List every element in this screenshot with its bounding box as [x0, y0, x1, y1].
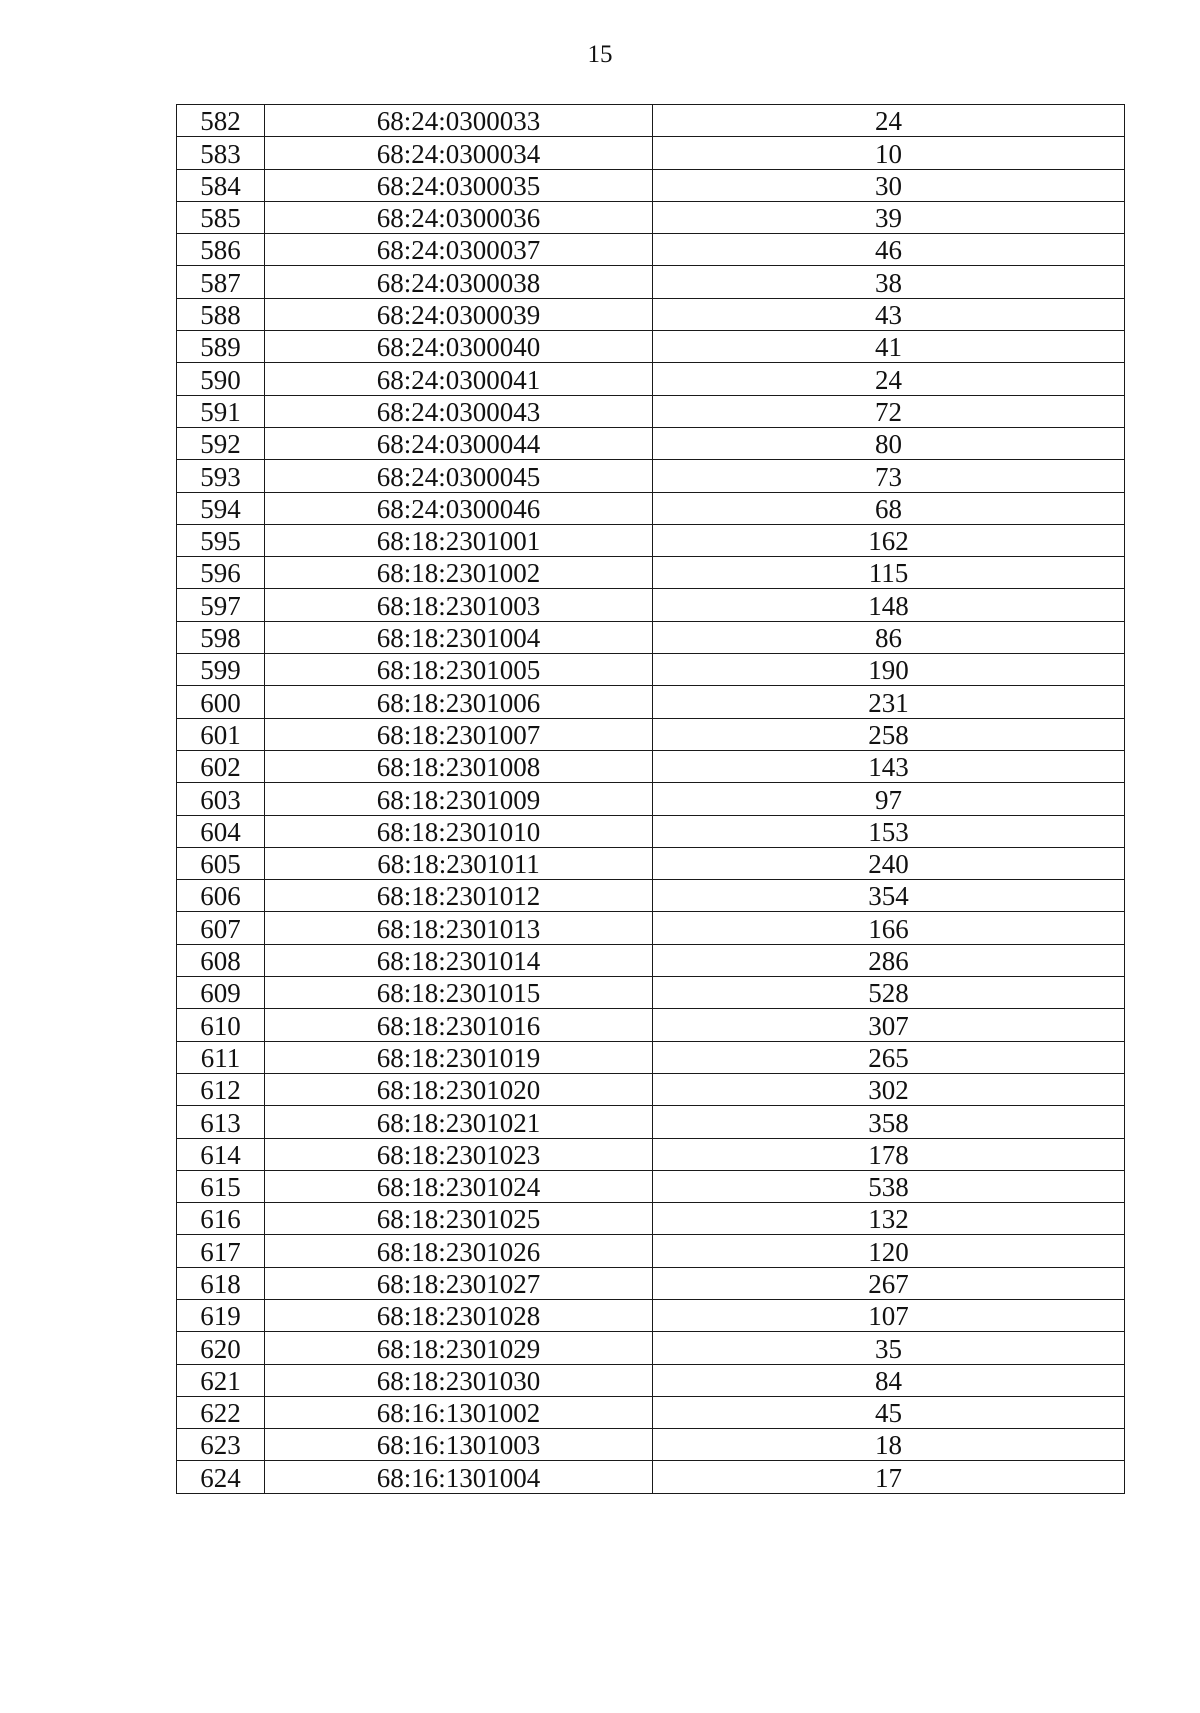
- cell-cadastral-number: 68:18:2301025: [265, 1203, 653, 1235]
- table-row: [177, 298, 1125, 330]
- table-row: [177, 363, 1125, 395]
- cell-cadastral-number: 68:24:0300046: [265, 492, 653, 524]
- table-row: [177, 718, 1125, 750]
- cell-area: 240: [653, 847, 1125, 879]
- cell-cadastral-number: 68:18:2301007: [265, 718, 653, 750]
- cell-row-number: 611: [177, 1041, 265, 1073]
- cell-area: 354: [653, 880, 1125, 912]
- table-row: [177, 815, 1125, 847]
- table-row: [177, 201, 1125, 233]
- table-row: [177, 1429, 1125, 1461]
- table-row: [177, 944, 1125, 976]
- table-row: [177, 750, 1125, 782]
- table-row: [177, 1299, 1125, 1331]
- table-row: [177, 880, 1125, 912]
- table-row: [177, 1106, 1125, 1138]
- cell-cadastral-number: 68:24:0300041: [265, 363, 653, 395]
- cell-area: 528: [653, 977, 1125, 1009]
- table-row: [177, 105, 1125, 137]
- cell-cadastral-number: 68:18:2301027: [265, 1267, 653, 1299]
- table-row: [177, 1073, 1125, 1105]
- cell-row-number: 607: [177, 912, 265, 944]
- table-row: [177, 427, 1125, 459]
- cell-area: 286: [653, 944, 1125, 976]
- cell-cadastral-number: 68:16:1301002: [265, 1396, 653, 1428]
- cell-area: 190: [653, 654, 1125, 686]
- cell-cadastral-number: 68:18:2301020: [265, 1073, 653, 1105]
- cell-area: 132: [653, 1203, 1125, 1235]
- table-row: [177, 621, 1125, 653]
- cell-row-number: 589: [177, 331, 265, 363]
- cell-row-number: 582: [177, 105, 265, 137]
- cell-cadastral-number: 68:24:0300036: [265, 201, 653, 233]
- cell-area: 10: [653, 137, 1125, 169]
- cell-row-number: 600: [177, 686, 265, 718]
- cell-area: 231: [653, 686, 1125, 718]
- cell-area: 97: [653, 783, 1125, 815]
- table-row: [177, 1203, 1125, 1235]
- cell-cadastral-number: 68:16:1301004: [265, 1461, 653, 1493]
- table-body: [177, 105, 1125, 1494]
- cell-area: 24: [653, 105, 1125, 137]
- cell-cadastral-number: 68:18:2301003: [265, 589, 653, 621]
- cell-cadastral-number: 68:18:2301016: [265, 1009, 653, 1041]
- cell-row-number: 620: [177, 1332, 265, 1364]
- cell-cadastral-number: 68:18:2301012: [265, 880, 653, 912]
- cell-row-number: 590: [177, 363, 265, 395]
- cell-area: 358: [653, 1106, 1125, 1138]
- cell-row-number: 613: [177, 1106, 265, 1138]
- cell-cadastral-number: 68:18:2301023: [265, 1138, 653, 1170]
- cell-row-number: 623: [177, 1429, 265, 1461]
- cell-row-number: 592: [177, 427, 265, 459]
- cell-row-number: 594: [177, 492, 265, 524]
- cell-row-number: 618: [177, 1267, 265, 1299]
- table-row: [177, 460, 1125, 492]
- cell-area: 24: [653, 363, 1125, 395]
- table-row: [177, 1041, 1125, 1073]
- cell-row-number: 616: [177, 1203, 265, 1235]
- cell-row-number: 604: [177, 815, 265, 847]
- cell-area: 46: [653, 234, 1125, 266]
- cell-row-number: 608: [177, 944, 265, 976]
- cell-cadastral-number: 68:18:2301021: [265, 1106, 653, 1138]
- cell-cadastral-number: 68:18:2301014: [265, 944, 653, 976]
- cell-area: 166: [653, 912, 1125, 944]
- table-row: [177, 492, 1125, 524]
- cell-area: 72: [653, 395, 1125, 427]
- cell-row-number: 609: [177, 977, 265, 1009]
- cell-area: 73: [653, 460, 1125, 492]
- table-row: [177, 1009, 1125, 1041]
- cell-cadastral-number: 68:18:2301019: [265, 1041, 653, 1073]
- table-row: [177, 1332, 1125, 1364]
- table-row: [177, 1267, 1125, 1299]
- cell-cadastral-number: 68:24:0300045: [265, 460, 653, 492]
- cell-row-number: 617: [177, 1235, 265, 1267]
- cell-area: 39: [653, 201, 1125, 233]
- cell-cadastral-number: 68:18:2301001: [265, 524, 653, 556]
- cell-row-number: 622: [177, 1396, 265, 1428]
- table-row: [177, 524, 1125, 556]
- cell-cadastral-number: 68:24:0300034: [265, 137, 653, 169]
- cell-cadastral-number: 68:24:0300038: [265, 266, 653, 298]
- cell-row-number: 597: [177, 589, 265, 621]
- cell-row-number: 612: [177, 1073, 265, 1105]
- table-row: [177, 1170, 1125, 1202]
- cell-cadastral-number: 68:18:2301005: [265, 654, 653, 686]
- cell-area: 162: [653, 524, 1125, 556]
- cell-area: 538: [653, 1170, 1125, 1202]
- table-row: [177, 395, 1125, 427]
- cell-area: 86: [653, 621, 1125, 653]
- cell-cadastral-number: 68:18:2301009: [265, 783, 653, 815]
- cell-area: 267: [653, 1267, 1125, 1299]
- table-row: [177, 1235, 1125, 1267]
- cell-row-number: 624: [177, 1461, 265, 1493]
- cell-area: 153: [653, 815, 1125, 847]
- cell-area: 107: [653, 1299, 1125, 1331]
- cell-area: 45: [653, 1396, 1125, 1428]
- table-row: [177, 557, 1125, 589]
- table-row: [177, 847, 1125, 879]
- cell-cadastral-number: 68:18:2301006: [265, 686, 653, 718]
- cell-row-number: 584: [177, 169, 265, 201]
- cell-cadastral-number: 68:18:2301010: [265, 815, 653, 847]
- table-row: [177, 1461, 1125, 1493]
- cell-row-number: 585: [177, 201, 265, 233]
- cell-area: 143: [653, 750, 1125, 782]
- cell-row-number: 588: [177, 298, 265, 330]
- cell-cadastral-number: 68:18:2301030: [265, 1364, 653, 1396]
- table-row: [177, 589, 1125, 621]
- cell-row-number: 602: [177, 750, 265, 782]
- cell-row-number: 601: [177, 718, 265, 750]
- cell-cadastral-number: 68:18:2301008: [265, 750, 653, 782]
- table-row: [177, 912, 1125, 944]
- cell-row-number: 603: [177, 783, 265, 815]
- cell-cadastral-number: 68:18:2301011: [265, 847, 653, 879]
- cell-row-number: 596: [177, 557, 265, 589]
- cell-cadastral-number: 68:24:0300039: [265, 298, 653, 330]
- table-row: [177, 686, 1125, 718]
- cell-row-number: 587: [177, 266, 265, 298]
- cell-area: 120: [653, 1235, 1125, 1267]
- cell-area: 148: [653, 589, 1125, 621]
- cell-cadastral-number: 68:24:0300044: [265, 427, 653, 459]
- cell-row-number: 598: [177, 621, 265, 653]
- cell-row-number: 595: [177, 524, 265, 556]
- table-row: [177, 783, 1125, 815]
- cell-area: 178: [653, 1138, 1125, 1170]
- cell-cadastral-number: 68:18:2301015: [265, 977, 653, 1009]
- table-row: [177, 1396, 1125, 1428]
- cell-area: 38: [653, 266, 1125, 298]
- cell-row-number: 586: [177, 234, 265, 266]
- cell-cadastral-number: 68:18:2301013: [265, 912, 653, 944]
- cell-row-number: 614: [177, 1138, 265, 1170]
- cell-row-number: 583: [177, 137, 265, 169]
- cell-area: 17: [653, 1461, 1125, 1493]
- cell-cadastral-number: 68:18:2301004: [265, 621, 653, 653]
- cell-cadastral-number: 68:18:2301026: [265, 1235, 653, 1267]
- cell-cadastral-number: 68:24:0300040: [265, 331, 653, 363]
- cell-cadastral-number: 68:18:2301028: [265, 1299, 653, 1331]
- cell-row-number: 593: [177, 460, 265, 492]
- cell-area: 30: [653, 169, 1125, 201]
- page-number: 15: [587, 41, 613, 68]
- cell-row-number: 606: [177, 880, 265, 912]
- table-row: [177, 331, 1125, 363]
- cadastral-table: [176, 104, 1125, 1494]
- cell-cadastral-number: 68:24:0300043: [265, 395, 653, 427]
- table-row: [177, 234, 1125, 266]
- table-row: [177, 654, 1125, 686]
- cell-row-number: 610: [177, 1009, 265, 1041]
- cell-row-number: 599: [177, 654, 265, 686]
- cell-cadastral-number: 68:16:1301003: [265, 1429, 653, 1461]
- cell-area: 265: [653, 1041, 1125, 1073]
- table-row: [177, 169, 1125, 201]
- cell-area: 307: [653, 1009, 1125, 1041]
- cell-row-number: 621: [177, 1364, 265, 1396]
- cell-area: 68: [653, 492, 1125, 524]
- cell-row-number: 619: [177, 1299, 265, 1331]
- cell-area: 84: [653, 1364, 1125, 1396]
- cell-cadastral-number: 68:18:2301024: [265, 1170, 653, 1202]
- cell-area: 258: [653, 718, 1125, 750]
- cell-cadastral-number: 68:18:2301002: [265, 557, 653, 589]
- cell-row-number: 605: [177, 847, 265, 879]
- table-row: [177, 137, 1125, 169]
- cell-row-number: 615: [177, 1170, 265, 1202]
- cell-area: 80: [653, 427, 1125, 459]
- table-row: [177, 1138, 1125, 1170]
- table-row: [177, 977, 1125, 1009]
- cell-area: 302: [653, 1073, 1125, 1105]
- cell-area: 18: [653, 1429, 1125, 1461]
- table-row: [177, 1364, 1125, 1396]
- cell-area: 35: [653, 1332, 1125, 1364]
- cell-area: 43: [653, 298, 1125, 330]
- cell-cadastral-number: 68:18:2301029: [265, 1332, 653, 1364]
- cell-cadastral-number: 68:24:0300035: [265, 169, 653, 201]
- table-row: [177, 266, 1125, 298]
- cell-cadastral-number: 68:24:0300033: [265, 105, 653, 137]
- cell-cadastral-number: 68:24:0300037: [265, 234, 653, 266]
- cell-area: 41: [653, 331, 1125, 363]
- cell-row-number: 591: [177, 395, 265, 427]
- cell-area: 115: [653, 557, 1125, 589]
